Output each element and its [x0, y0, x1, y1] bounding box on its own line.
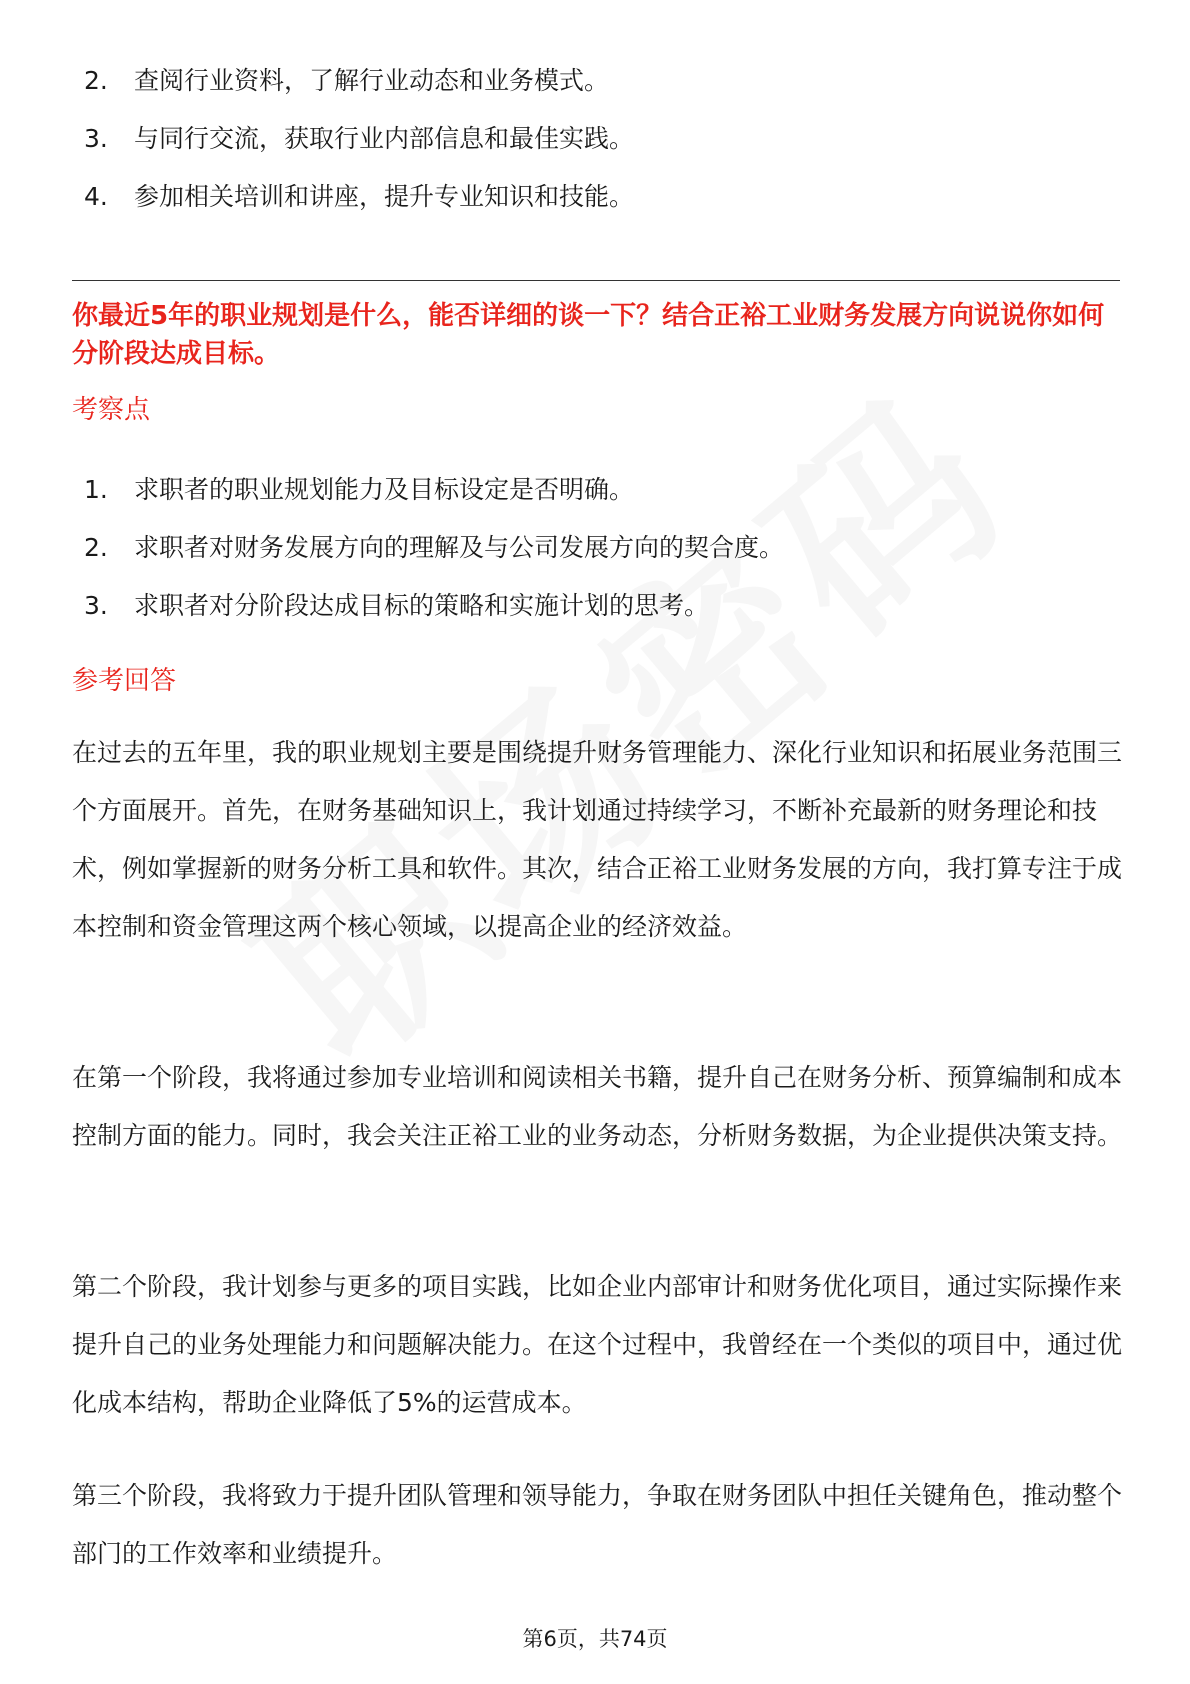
- list-item: [0, 52, 1190, 110]
- section-divider: [72, 280, 1120, 281]
- list-item-text: 求职者对分阶段达成目标的策略和实施计划的思考。: [134, 591, 710, 620]
- answer-paragraph: 第三个阶段，我将致力于提升团队管理和领导能力，争取在财务团队中担任关键角色，推动整个部门的工作效率和业绩提升。: [72, 1481, 1123, 1568]
- answer-paragraph: 第二个阶段，我计划参与更多的项目实践，比如企业内部审计和财务优化项目，通过实际操作来提升自己的业务处理能力和问题解决能力。在这个过程中，我曾经在一个类似的项目中，通过优化成本结构，帮助企业降低了5%的运营成本。: [72, 1272, 1123, 1417]
- list-item-number: 3.: [84, 124, 108, 153]
- list-item-text: 参加相关培训和讲座，提升专业知识和技能。: [134, 182, 635, 211]
- list-item-number: 3.: [84, 591, 108, 620]
- list-item: [0, 461, 1190, 519]
- answer-heading: 参考回答: [72, 666, 177, 696]
- list-item-text: 与同行交流，获取行业内部信息和最佳实践。: [134, 124, 635, 153]
- list-item: [0, 110, 1190, 168]
- list-item-number: 4.: [84, 182, 108, 211]
- answer-paragraph: 在第一个阶段，我将通过参加专业培训和阅读相关书籍，提升自己在财务分析、预算编制和成本控制方面的能力。同时，我会关注正裕工业的业务动态，分析财务数据，为企业提供决策支持。: [72, 1063, 1123, 1150]
- list-item-text: 求职者对财务发展方向的理解及与公司发展方向的契合度。: [134, 533, 785, 562]
- list-item-number: 2.: [84, 66, 108, 95]
- list-item: [0, 168, 1190, 226]
- list-item: [0, 519, 1190, 577]
- list-item: [0, 577, 1190, 635]
- page-number: 第6页，共74页: [522, 1627, 668, 1651]
- answer-paragraph: 在过去的五年里，我的职业规划主要是围绕提升财务管理能力、深化行业知识和拓展业务范围三个方面展开。首先，在财务基础知识上，我计划通过持续学习，不断补充最新的财务理论和技术，例如掌握新的财务分析工具和软件。其次，结合正裕工业财务发展的方向，我打算专注于成本控制和资金管理这两个核心领域，以提高企业的经济效益。: [72, 738, 1123, 941]
- list-item-number: 1.: [84, 475, 108, 504]
- list-item-text: 查阅行业资料，了解行业动态和业务模式。: [134, 66, 610, 95]
- exam-points-list: [0, 461, 1190, 635]
- watermark: [188, 306, 1072, 1116]
- list-item-number: 2.: [84, 533, 108, 562]
- continued-list: [0, 52, 1190, 226]
- list-item-text: 求职者的职业规划能力及目标设定是否明确。: [134, 475, 635, 504]
- question-title: 你最近5年的职业规划是什么，能否详细的谈一下？结合正裕工业财务发展方向说说你如何分阶段达成目标。: [72, 301, 1105, 369]
- exam-points-heading: 考察点: [72, 395, 151, 425]
